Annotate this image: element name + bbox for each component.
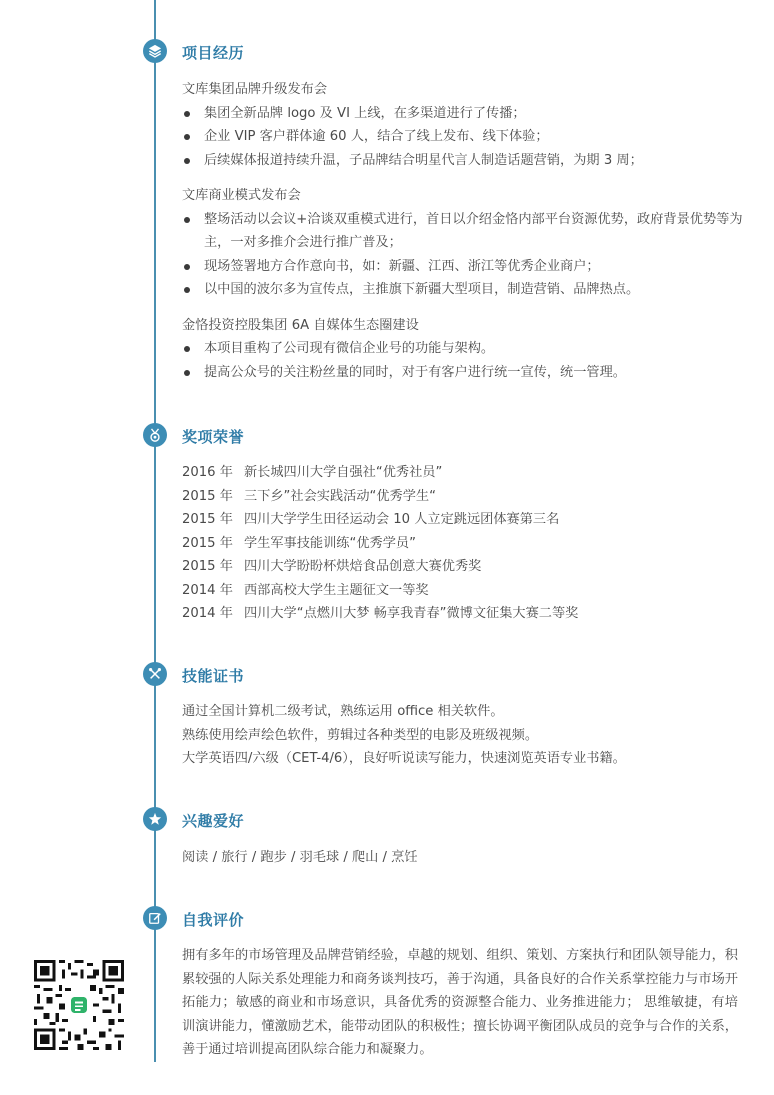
qr-code <box>34 960 124 1050</box>
skill-line: 通过全国计算机二级考试，熟练运用 office 相关软件。 <box>182 704 504 719</box>
award-row <box>182 485 747 509</box>
award-text: 西部高校大学生主题征文一等奖 <box>244 582 429 598</box>
award-year: 2015 年 <box>182 488 233 504</box>
star-icon <box>143 807 167 831</box>
list-item: 企业 VIP 客户群体逾 60 人，结合了线上发布、线下体验； <box>182 125 747 149</box>
list-item: 以中国的波尔多为宣传点，主推旗下新疆大型项目，制造营销、品牌热点。 <box>182 278 747 302</box>
edit-icon <box>143 906 167 930</box>
skill-line: 熟练使用绘声绘色软件，剪辑过各种类型的电影及班级视频。 <box>182 727 539 743</box>
section-title: 兴趣爱好 <box>182 812 245 830</box>
award-text: 四川大学“点燃川大梦 畅享我青春”微博文征集大赛二等奖 <box>244 606 579 621</box>
medal-icon <box>143 423 167 447</box>
tools-icon <box>143 662 167 686</box>
list-item: 后续媒体报道持续升温，子品牌结合明星代言人制造话题营销，为期 3 周； <box>182 149 747 173</box>
skill-line: 大学英语四/六级（CET-4/6），良好听说读写能力，快速浏览英语专业书籍。 <box>182 751 626 766</box>
hobbies-content <box>182 846 747 870</box>
award-year: 2014 年 <box>182 606 233 621</box>
award-row <box>182 461 747 485</box>
self-eval-content <box>182 944 738 1062</box>
award-text: 新长城四川大学自强社“优秀社员” <box>244 465 443 480</box>
award-text: 四川大学盼盼杯烘焙食品创意大赛优秀奖 <box>244 559 482 574</box>
bullet-list <box>182 337 747 384</box>
award-row <box>182 532 747 556</box>
project-group <box>182 78 747 172</box>
list-item: 集团全新品牌 logo 及 VI 上线，在多渠道进行了传播； <box>182 102 747 126</box>
award-year: 2016 年 <box>182 465 233 480</box>
award-row <box>182 555 747 579</box>
layers-icon <box>143 39 167 63</box>
project-group <box>182 314 747 385</box>
project-title: 文库商业模式发布会 <box>182 188 301 203</box>
list-item: 提高公众号的关注粉丝量的同时，对于有客户进行统一宣传，统一管理。 <box>182 361 747 385</box>
section-title: 技能证书 <box>182 667 245 685</box>
section-title: 奖项荣誉 <box>182 428 245 446</box>
section-title: 自我评价 <box>182 911 245 929</box>
awards-content <box>182 461 747 626</box>
list-item: 现场签署地方合作意向书，如：新疆、江西、浙江等优秀企业商户； <box>182 255 747 279</box>
award-year: 2015 年 <box>182 535 233 551</box>
timeline-line <box>154 0 156 1062</box>
award-row <box>182 579 747 603</box>
award-text: 四川大学学生田径运动会 10 人立定跳远团体赛第三名 <box>244 512 560 527</box>
list-item: 本项目重构了公司现有微信企业号的功能与架构。 <box>182 337 747 361</box>
award-row <box>182 602 747 626</box>
section-title: 项目经历 <box>182 44 245 62</box>
bullet-list <box>182 208 747 302</box>
project-title: 金恪投资控股集团 6A 自媒体生态圈建设 <box>182 317 419 333</box>
award-year: 2014 年 <box>182 582 233 598</box>
skills-content <box>182 700 747 771</box>
award-year: 2015 年 <box>182 512 233 527</box>
award-text: 三下乡”社会实践活动“优秀学生“ <box>244 488 436 504</box>
projects-content <box>182 78 747 396</box>
project-title: 文库集团品牌升级发布会 <box>182 82 328 97</box>
self-eval-text: 拥有多年的市场管理及品牌营销经验，卓越的规划、组织、策划、方案执行和团队领导能力，积累较强的人际关系处理能力和商务谈判技巧，善于沟通，具备良好的合作关系掌控能力与市场开拓能力；敏感的商业和市场意识，具备优秀的资源整合能力、业务推进能力； 思维敏捷，有培训演讲能力，懂激励艺术，能带动团队的积极性；擅长协调平衡团队成员的竞争与合作的关系，善于通过培训提高团队综合能力和凝聚力。 <box>182 948 738 1057</box>
hobbies-text: 阅读 / 旅行 / 跑步 / 羽毛球 / 爬山 / 烹饪 <box>182 850 418 865</box>
award-year: 2015 年 <box>182 559 233 574</box>
award-row <box>182 508 747 532</box>
award-text: 学生军事技能训练“优秀学员” <box>244 535 416 551</box>
bullet-list <box>182 102 747 173</box>
project-group <box>182 184 747 302</box>
list-item: 整场活动以会议+洽谈双重模式进行，首日以介绍金恪内部平台资源优势，政府背景优势等为主，一对多推介会进行推广普及； <box>182 208 747 255</box>
